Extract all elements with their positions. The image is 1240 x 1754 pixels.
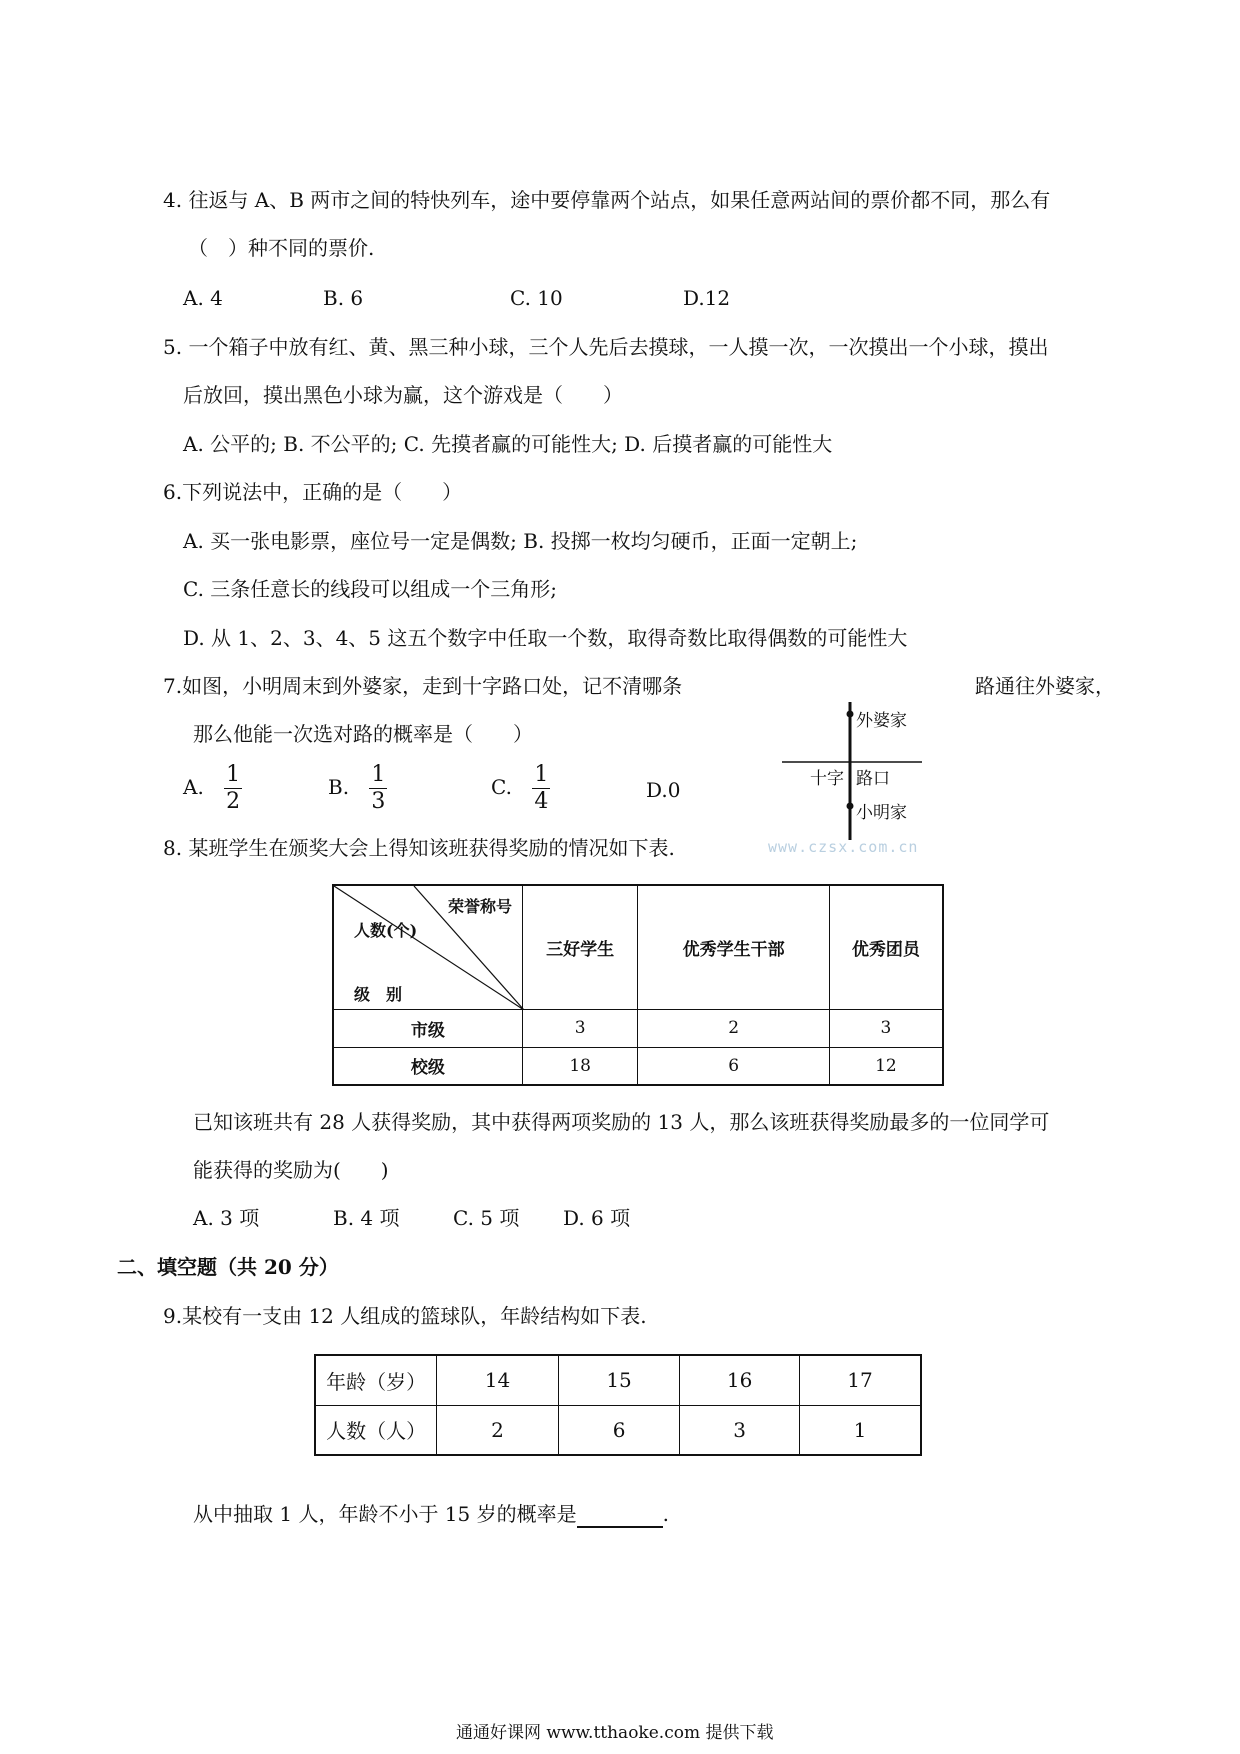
watermark: www.czsx.com.cn xyxy=(768,838,919,856)
table-cell: 12 xyxy=(829,1047,943,1085)
table-cell: 15 xyxy=(558,1355,680,1405)
page-footer: 通通好课网 www.tthaoke.com 提供下载 xyxy=(456,1723,774,1743)
table-cell: 17 xyxy=(799,1355,921,1405)
xiaoming-home-dot xyxy=(847,803,854,810)
q4-option-d: D.12 xyxy=(683,286,731,310)
corner-header-honor: 荣誉称号 xyxy=(448,897,513,916)
label-grandma-home: 外婆家 xyxy=(856,711,907,731)
awards-table xyxy=(332,884,944,1086)
q8-line1: 已知该班共有 28 人获得奖励，其中获得两项奖励的 13 人，那么该班获得奖励最多的一位同学可 xyxy=(193,1110,1050,1134)
fraction: $\frac{1}{4}$ xyxy=(534,762,549,814)
table-cell: 18 xyxy=(522,1047,638,1085)
table-cell: 3 xyxy=(522,1009,638,1047)
q4-line2: （ ）种不同的票价. xyxy=(188,236,375,260)
q7-option-a: A. $\frac{1}{2}$ xyxy=(183,762,241,814)
table-row xyxy=(315,1355,921,1405)
q8-stem: 8. 某班学生在颁奖大会上得知该班获得奖励的情况如下表. xyxy=(163,836,675,860)
q7-line1-right: 路通往外婆家， xyxy=(975,674,1115,698)
table-cell: 3 xyxy=(829,1009,943,1047)
crossroad-diagram xyxy=(770,700,940,850)
table-cell: 16 xyxy=(680,1355,800,1405)
corner-header-count: 人数(个) xyxy=(354,921,418,940)
q4-line1: 4. 往返与 A、B 两市之间的特快列车，途中要停靠两个站点，如果任意两站间的票价都不同，那么有 xyxy=(163,188,1051,212)
q7-option-c: C. $\frac{1}{4}$ xyxy=(491,762,549,814)
table-cell: 3 xyxy=(680,1405,800,1455)
q5-line1: 5. 一个箱子中放有红、黄、黑三种小球，三个人先后去摸球，一人摸一次，一次摸出一个小球，摸出 xyxy=(163,335,1049,359)
q4-option-b: B. 6 xyxy=(323,286,364,310)
corner-header-level: 级 别 xyxy=(354,985,403,1004)
q4-option-a: A. 4 xyxy=(183,286,223,310)
column-header: 优秀学生干部 xyxy=(638,885,829,1009)
q5-line2: 后放回，摸出黑色小球为赢，这个游戏是（ ） xyxy=(183,383,623,407)
q7-option-b: B. $\frac{1}{3}$ xyxy=(328,762,386,814)
label-intersection: 路口 xyxy=(856,769,890,789)
label-cross: 十字 xyxy=(810,769,844,789)
q6-option-c: C. 三条任意长的线段可以组成一个三角形; xyxy=(183,577,558,601)
q9-question: 从中抽取 1 人，年龄不小于 15 岁的概率是 . xyxy=(193,1502,669,1526)
table-row xyxy=(315,1405,921,1455)
age-table xyxy=(314,1354,922,1456)
q8-option-b: B. 4 项 xyxy=(333,1206,400,1230)
q9-stem: 9.某校有一支由 12 人组成的篮球队，年龄结构如下表. xyxy=(163,1304,647,1328)
q6-option-d: D. 从 1、2、3、4、5 这五个数字中任取一个数，取得奇数比取得偶数的可能性大 xyxy=(183,626,908,650)
table-cell: 1 xyxy=(799,1405,921,1455)
column-header: 优秀团员 xyxy=(829,885,943,1009)
row-label: 校级 xyxy=(333,1047,522,1085)
label-xiaoming-home: 小明家 xyxy=(856,803,907,823)
table-corner-cell xyxy=(333,885,522,1009)
table-row xyxy=(333,1009,943,1047)
q8-option-c: C. 5 项 xyxy=(453,1206,520,1230)
column-header: 三好学生 xyxy=(522,885,638,1009)
row-label: 市级 xyxy=(333,1009,522,1047)
q6-stem: 6.下列说法中，正确的是（ ） xyxy=(163,480,463,504)
fraction: $\frac{1}{3}$ xyxy=(371,762,386,814)
q8-line2: 能获得的奖励为( ) xyxy=(193,1158,389,1182)
q8-option-d: D. 6 项 xyxy=(563,1206,631,1230)
fraction: $\frac{1}{2}$ xyxy=(226,762,241,814)
q7-option-d: D.0 xyxy=(646,778,681,802)
q4-option-c: C. 10 xyxy=(510,286,563,310)
table-cell: 2 xyxy=(437,1405,559,1455)
q8-option-a: A. 3 项 xyxy=(193,1206,260,1230)
row-label: 人数（人） xyxy=(315,1405,437,1455)
table-cell: 2 xyxy=(638,1009,829,1047)
q7-line1-left: 7.如图，小明周末到外婆家，走到十字路口处，记不清哪条 xyxy=(163,674,683,698)
grandma-home-dot xyxy=(847,711,854,718)
table-row xyxy=(333,1047,943,1085)
q6-option-ab: A. 买一张电影票，座位号一定是偶数; B. 投掷一枚均匀硬币，正面一定朝上; xyxy=(183,529,858,553)
q7-line2: 那么他能一次选对路的概率是（ ） xyxy=(193,722,533,746)
table-cell: 6 xyxy=(638,1047,829,1085)
answer-blank[interactable] xyxy=(577,1504,663,1528)
q5-options: A. 公平的; B. 不公平的; C. 先摸者赢的可能性大; D. 后摸者赢的可能性大 xyxy=(183,432,833,456)
section-title: 二、填空题（共 20 分） xyxy=(117,1255,339,1279)
table-cell: 6 xyxy=(558,1405,680,1455)
row-label: 年龄（岁） xyxy=(315,1355,437,1405)
table-cell: 14 xyxy=(437,1355,559,1405)
